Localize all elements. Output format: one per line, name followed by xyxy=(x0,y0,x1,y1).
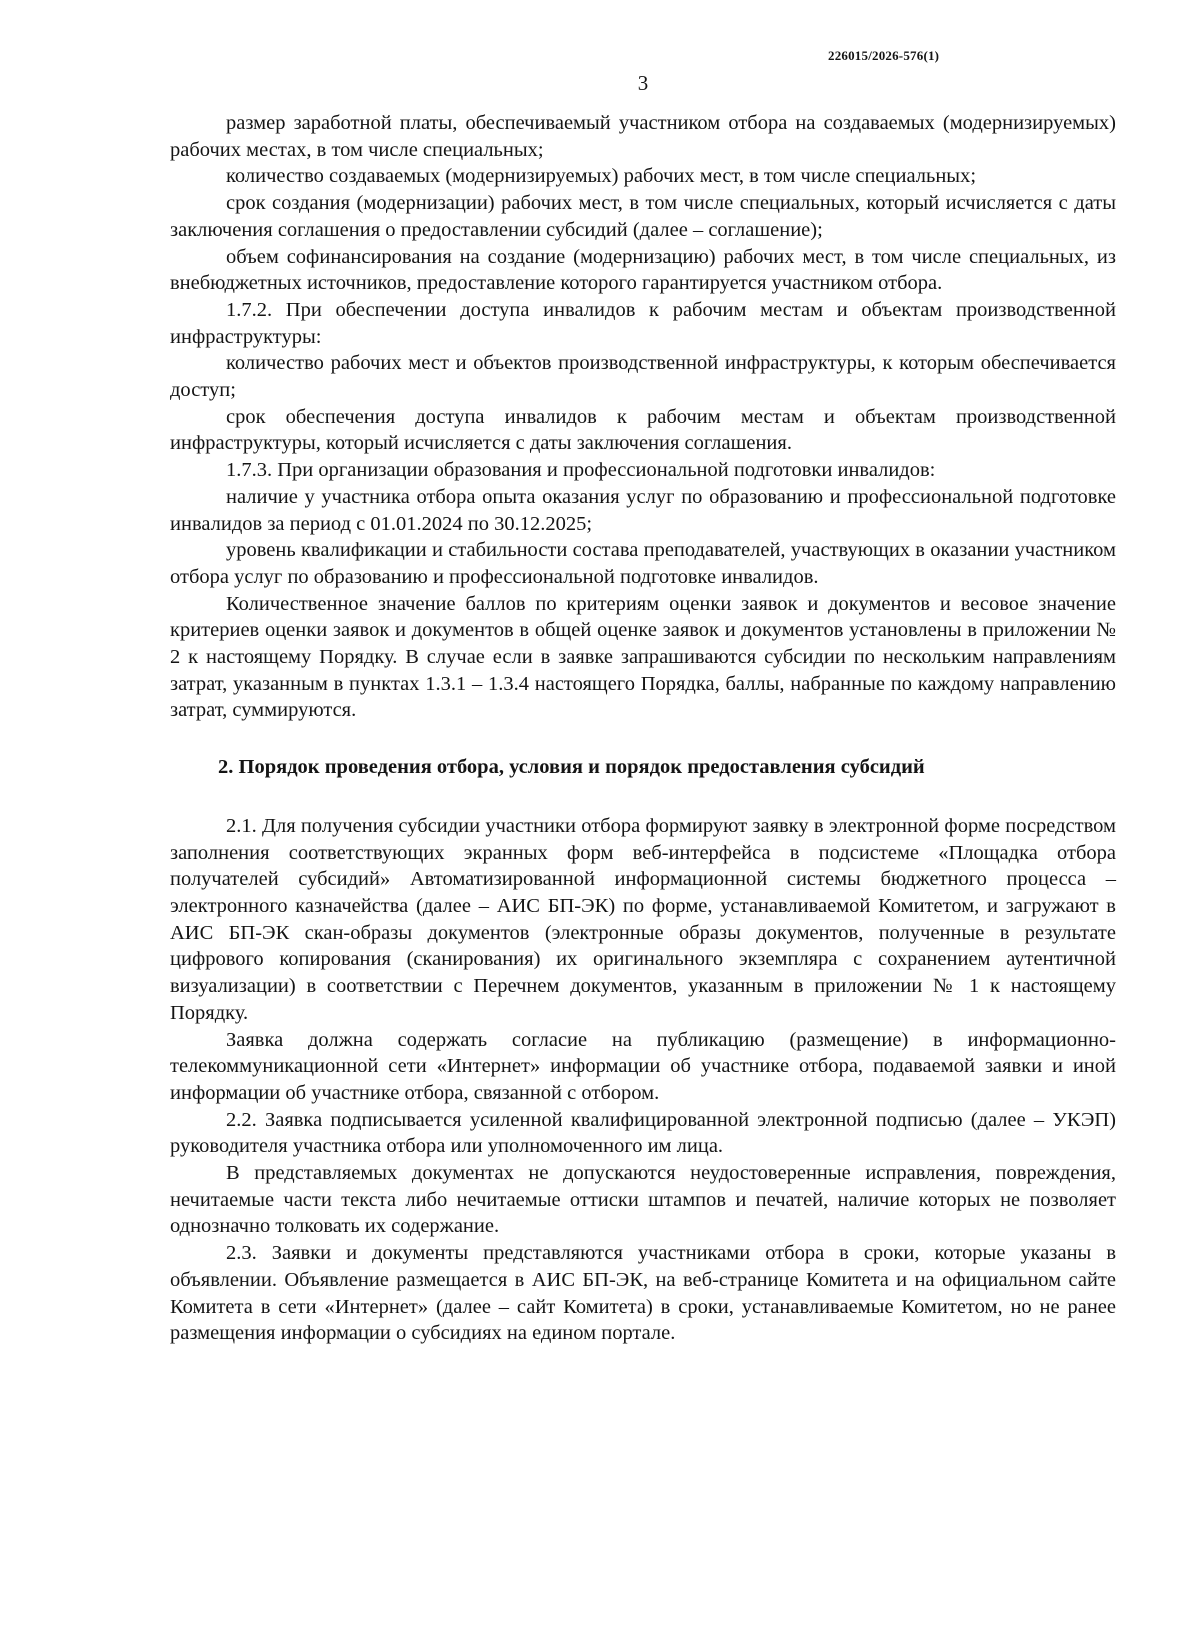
paragraph: 2.3. Заявки и документы представляются участниками отбора в сроки, которые указаны в объявлении. Объявление размещается в АИС БП-ЭК, на веб-странице Комитета и на официальном сайте Комитета в сети «Интернет» (далее – сайт Комитета) в сроки, устанавливаемые Комитетом, но не ранее размещения информации о субсидиях на едином портале. xyxy=(170,1242,1116,1345)
paragraph: наличие у участника отбора опыта оказания услуг по образованию и профессиональной подготовке инвалидов за период с 01.01.2024 по 30.12.2025; xyxy=(170,485,1116,535)
paragraph: Заявка должна содержать согласие на публикацию (размещение) в информационно-телекоммуникационной сети «Интернет» информации об участнике отбора, подаваемой заявки и иной информации об участнике отбора, связанной с отбором. xyxy=(170,1028,1116,1104)
paragraph: размер заработной платы, обеспечиваемый участником отбора на создаваемых (модернизируемых) рабочих местах, в том числе специальных; xyxy=(170,112,1116,161)
paragraph: количество рабочих мест и объектов производственной инфраструктуры, к которым обеспечивается доступ; xyxy=(170,352,1116,402)
paragraph: количество создаваемых (модернизируемых) рабочих мест, в том числе специальных; xyxy=(226,165,977,188)
paragraph: В представляемых документах не допускаются неудостоверенные исправления, повреждения, нечитаемые части текста либо нечитаемые оттиски штампов и печатей, наличие которых не позволяет однозначно толковать их содержание. xyxy=(170,1162,1116,1238)
document-body xyxy=(170,110,1116,1347)
paragraph: Количественное значение баллов по критериям оценки заявок и документов и весовое значение критериев оценки заявок и документов в общей оценке заявок и документов установлены в приложении № 2 к настоящему Порядку. В случае если в заявке запрашиваются субсидии по нескольким направлениям затрат, указанным в пунктах 1.3.1 – 1.3.4 настоящего Порядка, баллы, набранные по каждому направлению затрат, суммируются. xyxy=(170,592,1116,722)
paragraph: срок обеспечения доступа инвалидов к рабочим местам и объектам производственной инфраструктуры, который исчисляется с даты заключения соглашения. xyxy=(170,405,1116,455)
paragraph: 2.2. Заявка подписывается усиленной квалифицированной электронной подписью (далее – УКЭП) руководителя участника отбора или уполномоченного им лица. xyxy=(170,1108,1116,1158)
paragraph: 1.7.2. При обеспечении доступа инвалидов к рабочим местам и объектам производственной инфраструктуры: xyxy=(170,298,1116,348)
paragraph: уровень квалификации и стабильности состава преподавателей, участвующих в оказании участником отбора услуг по образованию и профессиональной подготовке инвалидов. xyxy=(170,539,1116,588)
paragraph: 1.7.3. При организации образования и профессиональной подготовки инвалидов: xyxy=(226,459,936,482)
paragraph: срок создания (модернизации) рабочих мест, в том числе специальных, который исчисляется с даты заключения соглашения о предоставлении субсидий (далее – соглашение); xyxy=(170,192,1116,241)
section-heading: 2. Порядок проведения отбора, условия и порядок предоставления субсидий xyxy=(218,756,925,779)
page-number: 3 xyxy=(637,71,649,95)
document-registration-number: 226015/2026-576(1) xyxy=(828,48,940,63)
paragraph: 2.1. Для получения субсидии участники отбора формируют заявку в электронной форме посредством заполнения соответствующих экранных форм веб-интерфейса в подсистеме «Площадка отбора получателей субсидий» Автоматизированной информационной системы бюджетного процесса – электронного казначейства (далее – АИС БП-ЭК) по форме, устанавливаемой Комитетом, и загружают в АИС БП-ЭК скан-образы документов (электронные образы документов, полученные в результате цифрового копирования (сканирования) их оригинального экземпляра с сохранением аутентичной визуализации) в соответствии с Перечнем документов, указанным в приложении № 1 к настоящему Порядку. xyxy=(170,814,1116,1024)
paragraph: объем софинансирования на создание (модернизацию) рабочих мест, в том числе специальных, из внебюджетных источников, предоставление которого гарантируется участником отбора. xyxy=(170,245,1116,295)
